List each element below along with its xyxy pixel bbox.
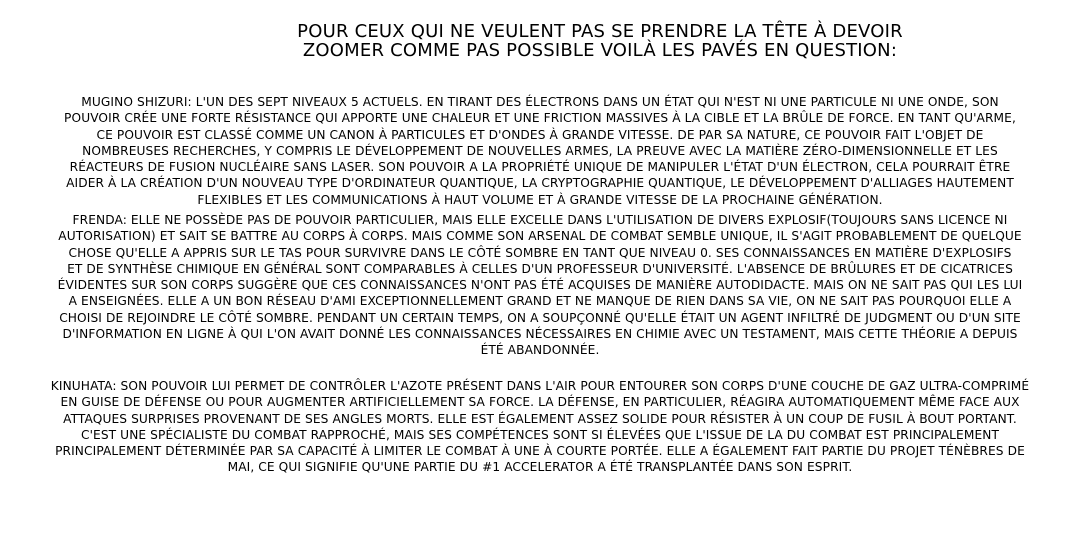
text-line: CE POUVOIR EST CLASSÉ COMME UN CANON À PARTICULES ET D'ONDES À GRANDE VITESSE. DE PAR SA NATURE, CE POUVOIR FAIT L'OBJET DE (96, 127, 984, 142)
text-line: FLEXIBLES ET LES COMMUNICATIONS À HAUT VOLUME ET À GRANDE VITESSE DE LA PROCHAINE GÉNÉRATION. (197, 192, 883, 207)
text-line: C'EST UNE SPÉCIALISTE DU COMBAT RAPPROCHÉ, MAIS SES COMPÉTENCES SONT SI ÉLEVÉES QUE L'ISSUE DE LA DU COMBAT EST PRINCIPALEMENT (80, 427, 1000, 442)
text-line: ET DE SYNTHÈSE CHIMIQUE EN GÉNÉRAL SONT COMPARABLES À CELLES D'UN PROFESSEUR D'UNIVERSITÉ. L'ABSENCE DE BRÛLURES ET DE CICATRICES (67, 261, 1013, 276)
text-line: A ENSEIGNÉES. ELLE A UN BON RÉSEAU D'AMI EXCEPTIONNELLEMENT GRAND ET NE MANQUE DE RIEN DANS SA VIE, ON NE SAIT PAS POURQUOI ELLE A (68, 294, 1012, 309)
text-line: D'INFORMATION EN LIGNE À QUI L'ON AVAIT DONNÉ LES CONNAISSANCES NÉCESSAIRES EN CHIMIE AVEC UN TESTAMENT, MAIS CETTE THÉORIE A DEPUIS (62, 327, 1018, 342)
text-line: FRENDA: ELLE NE POSSÈDE PAS DE POUVOIR PARTICULIER, MAIS ELLE EXCELLE DANS L'UTILISATION DE DIVERS EXPLOSIF(TOUJOURS SANS LICENCE NI (72, 213, 1008, 227)
text-line: ÉTÉ ABANDONNÉE. (480, 343, 600, 358)
paragraph-kinuhata (0, 378, 1080, 476)
text-line: AUTORISATION) ET SAIT SE BATTRE AU CORPS À CORPS. MAIS COMME SON ARSENAL DE COMBAT SEMBLE UNIQUE, IL S'AGIT PROBABLEMENT DE QUELQUE (58, 229, 1022, 244)
text-line: MUGINO SHIZURI: L'UN DES SEPT NIVEAUX 5 ACTUELS. EN TIRANT DES ÉLECTRONS DANS UN ÉTAT QUI N'EST NI UNE PARTICULE NI UNE ONDE, SON (81, 95, 999, 109)
text-line: NOMBREUSES RECHERCHES, Y COMPRIS LE DÉVELOPPEMENT DE NOUVELLES ARMES, LA PREUVE AVEC LA MATIÈRE ZÉRO-DIMENSIONNELLE ET LES (82, 143, 998, 158)
text-line: EN GUISE DE DÉFENSE OU POUR AUGMENTER ARTIFICIELLEMENT SA FORCE. LA DÉFENSE, EN PARTICULIER, RÉAGIRA AUTOMATIQUEMENT MÊME FACE AUX (60, 395, 1020, 410)
text-line: PRINCIPALEMENT DÉTERMINÉE PAR SA CAPACITÉ À LIMITER LE COMBAT À UNE À COURTE PORTÉE. ELLE A ÉGALEMENT FAIT PARTIE DU PROJET TÉNÈBRES DE (55, 444, 1025, 459)
paragraph-mugino (0, 94, 1080, 208)
text-line: CHOISI DE REJOINDRE LE CÔTÉ SOMBRE. PENDANT UN CERTAIN TEMPS, ON A SOUPÇONNÉ QU'ELLE ÉTAIT UN AGENT INFILTRÉ DE JUDGMENT OU D'UN SITE (59, 310, 1021, 325)
text-line: AIDER À LA CRÉATION D'UN NOUVEAU TYPE D'ORDINATEUR QUANTIQUE, LA CRYPTOGRAPHIE QUANTIQUE, LE DÉVELOPPEMENT D'ALLIAGES HAUTEMENT (66, 176, 1014, 191)
text-line: ÉVIDENTES SUR SON CORPS SUGGÈRE QUE CES CONNAISSANCES N'ONT PAS ÉTÉ ACQUISES DE MANIÈRE AUTODIDACTE. MAIS ON NE SAIT PAS QUI LES LUI (57, 278, 1023, 293)
text-line: CHOSE QU'ELLE A APPRIS SUR LE TAS POUR SURVIVRE DANS LE CÔTÉ SOMBRE EN TANT QUE NIVEAU 0. SES CONNAISSANCES EN MATIÈRE D'EXPLOSIFS (68, 245, 1012, 260)
text-line: RÉACTEURS DE FUSION NUCLÉAIRE SANS LASER. SON POUVOIR A LA PROPRIÉTÉ UNIQUE DE MANIPULER L'ÉTAT D'UN ÉLECTRON, CELA POURRAIT ÊTRE (69, 160, 1011, 175)
page-title (0, 22, 1080, 60)
text-line: MAI, CE QUI SIGNIFIE QU'UNE PARTIE DU #1 ACCELERATOR A ÉTÉ TRANSPLANTÉE DANS SON ESPRIT. (227, 460, 853, 475)
text-line: KINUHATA: SON POUVOIR LUI PERMET DE CONTRÔLER L'AZOTE PRÉSENT DANS L'AIR POUR ENTOURER SON CORPS D'UNE COUCHE DE GAZ ULTRA-COMPRIMÉ (50, 379, 1030, 393)
title-line: POUR CEUX QUI NE VEULENT PAS SE PRENDRE LA TÊTE À DEVOIR (297, 21, 903, 42)
title-line: ZOOMER COMME PAS POSSIBLE VOILÀ LES PAVÉS EN QUESTION: (302, 40, 898, 61)
paragraph-frenda (0, 212, 1080, 359)
text-line: ATTAQUES SURPRISES PROVENANT DE SES ANGLES MORTS. ELLE EST ÉGALEMENT ASSEZ SOLIDE POUR RÉSISTER À UN COUP DE FUSIL À BOUT PORTANT. (63, 411, 1017, 426)
text-line: POUVOIR CRÉE UNE FORTE RÉSISTANCE QUI APPORTE UNE CHALEUR ET UNE FRICTION MASSIVES À LA CIBLE ET LA BRÛLE DE FORCE. EN TANT QU'ARME, (64, 111, 1016, 126)
